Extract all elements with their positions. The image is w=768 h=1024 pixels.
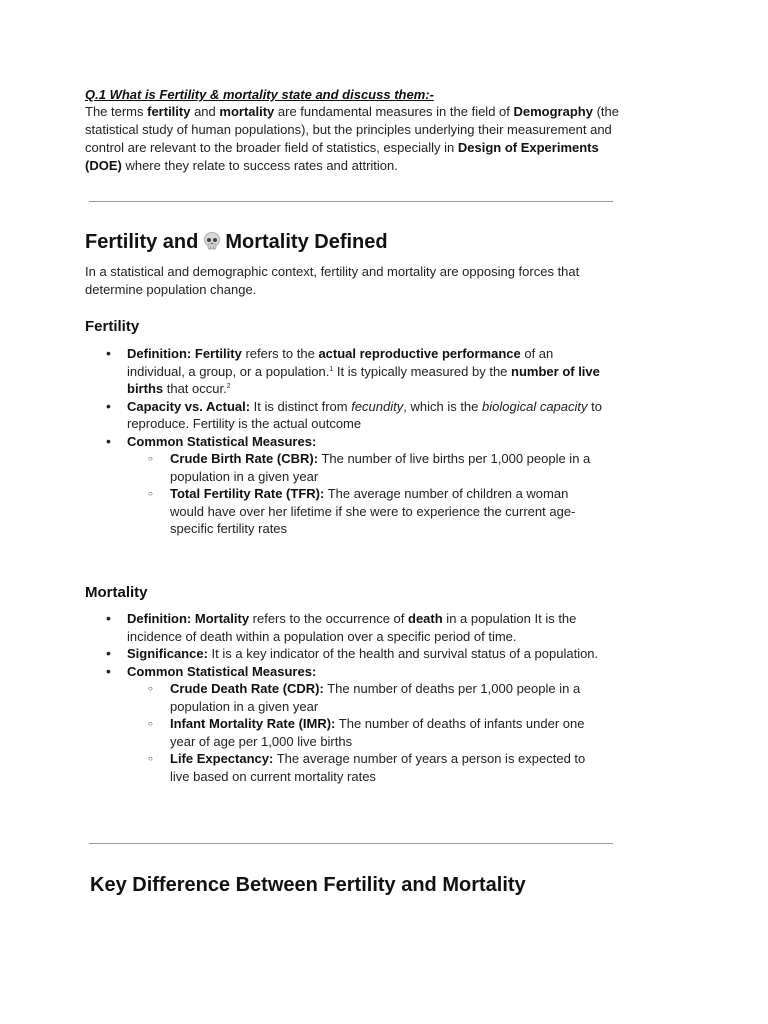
measure-label: Crude Death Rate (CDR): — [170, 681, 324, 696]
item-text: It is distinct from — [250, 398, 352, 414]
measure-text: The average number of years a person is expected to live based on current mortality rates — [170, 751, 586, 784]
section-heading-definitions — [85, 228, 645, 256]
skull-icon — [202, 231, 222, 251]
intro-text: The terms — [85, 104, 148, 119]
list-item — [85, 433, 605, 538]
divider — [89, 201, 613, 202]
intro-text: where they relate to success rates and attrition. — [121, 158, 398, 173]
footnote-ref: 1 — [329, 365, 334, 373]
mortality-list — [85, 610, 605, 785]
fertility-measures-list — [127, 450, 605, 538]
sub-list-item — [127, 750, 605, 785]
measure-label: Life Expectancy: — [170, 751, 274, 766]
item-text: in a population It is the incidence of death within a population over a specific period of time. — [127, 611, 577, 644]
measure-text: The average number of children a woman would have over her lifetime if she were to experience the current age-specific fertility rates — [170, 486, 576, 536]
item-text: refers to the occurrence of — [249, 611, 409, 626]
item-label: Common Statistical Measures: — [127, 433, 317, 449]
intro-bold-mortality: mortality — [219, 104, 275, 119]
heading-part: Mortality Defined — [225, 231, 388, 253]
measure-text: The number of deaths per 1,000 people in a population in a given year — [170, 681, 581, 714]
intro-text: are fundamental measures in the field of — [274, 104, 514, 119]
heading-part: Fertility and — [85, 231, 199, 253]
item-text: to reproduce. Fertility is the actual outcome — [127, 398, 602, 431]
intro-text: (the statistical study of human populations), but the principles underlying their measurement and control are relevant to the broader field of statistics, especially in — [85, 104, 619, 155]
list-item — [85, 645, 605, 663]
intro-paragraph — [85, 103, 625, 175]
intro-bold-doe: Design of Experiments (DOE) — [85, 140, 599, 173]
item-text: of an individual, a group, or a population. — [127, 346, 554, 379]
divider — [89, 843, 613, 844]
item-italic: fecundity — [351, 398, 404, 414]
footnote-ref: 2 — [226, 383, 231, 390]
fertility-heading: Fertility — [85, 318, 140, 335]
item-text: that occur. — [163, 381, 227, 396]
item-text: , which is the — [403, 398, 483, 414]
measure-text: The number of deaths of infants under one year of age per 1,000 live births — [170, 716, 585, 749]
fertility-list — [85, 345, 605, 538]
sub-list-item — [127, 715, 605, 750]
list-item — [85, 398, 605, 433]
intro-bold-demography: Demography — [513, 104, 593, 119]
list-item — [85, 663, 605, 786]
measure-label: Crude Birth Rate (CBR): — [170, 451, 319, 466]
item-bold: number of live births — [127, 363, 600, 396]
item-label: Definition: Mortality — [127, 611, 250, 626]
measure-label: Infant Mortality Rate (IMR): — [170, 716, 336, 731]
mortality-heading: Mortality — [85, 584, 148, 601]
measure-text: The number of live births per 1,000 people in a population in a given year — [170, 451, 591, 484]
measure-label: Total Fertility Rate (TFR): — [170, 486, 325, 501]
item-text: It is typically measured by the — [333, 363, 512, 379]
item-text: It is a key indicator of the health and survival status of a population. — [207, 646, 599, 661]
item-label: Definition: Fertility — [127, 346, 242, 361]
question-title: Q.1 What is Fertility & mortality state and discuss them:- — [85, 87, 434, 102]
section-lead: In a statistical and demographic context, fertility and mortality are opposing forces that determine population change. — [85, 264, 580, 297]
item-label: Significance: — [127, 646, 208, 661]
list-item — [85, 610, 605, 645]
intro-bold-fertility: fertility — [147, 104, 191, 119]
item-italic: biological capacity — [482, 398, 588, 414]
sub-list-item — [127, 450, 605, 485]
item-label: Common Statistical Measures: — [127, 663, 317, 679]
section-heading-key-difference: Key Difference Between Fertility and Mortality — [90, 874, 526, 896]
sub-list-item — [127, 485, 605, 538]
item-text: refers to the — [241, 346, 319, 361]
item-bold: actual reproductive performance — [318, 346, 521, 361]
item-bold: death — [408, 611, 443, 626]
list-item — [85, 345, 605, 398]
intro-text: and — [190, 104, 220, 119]
item-label: Capacity vs. Actual: — [127, 398, 251, 414]
sub-list-item — [127, 680, 605, 715]
mortality-measures-list — [127, 680, 605, 785]
